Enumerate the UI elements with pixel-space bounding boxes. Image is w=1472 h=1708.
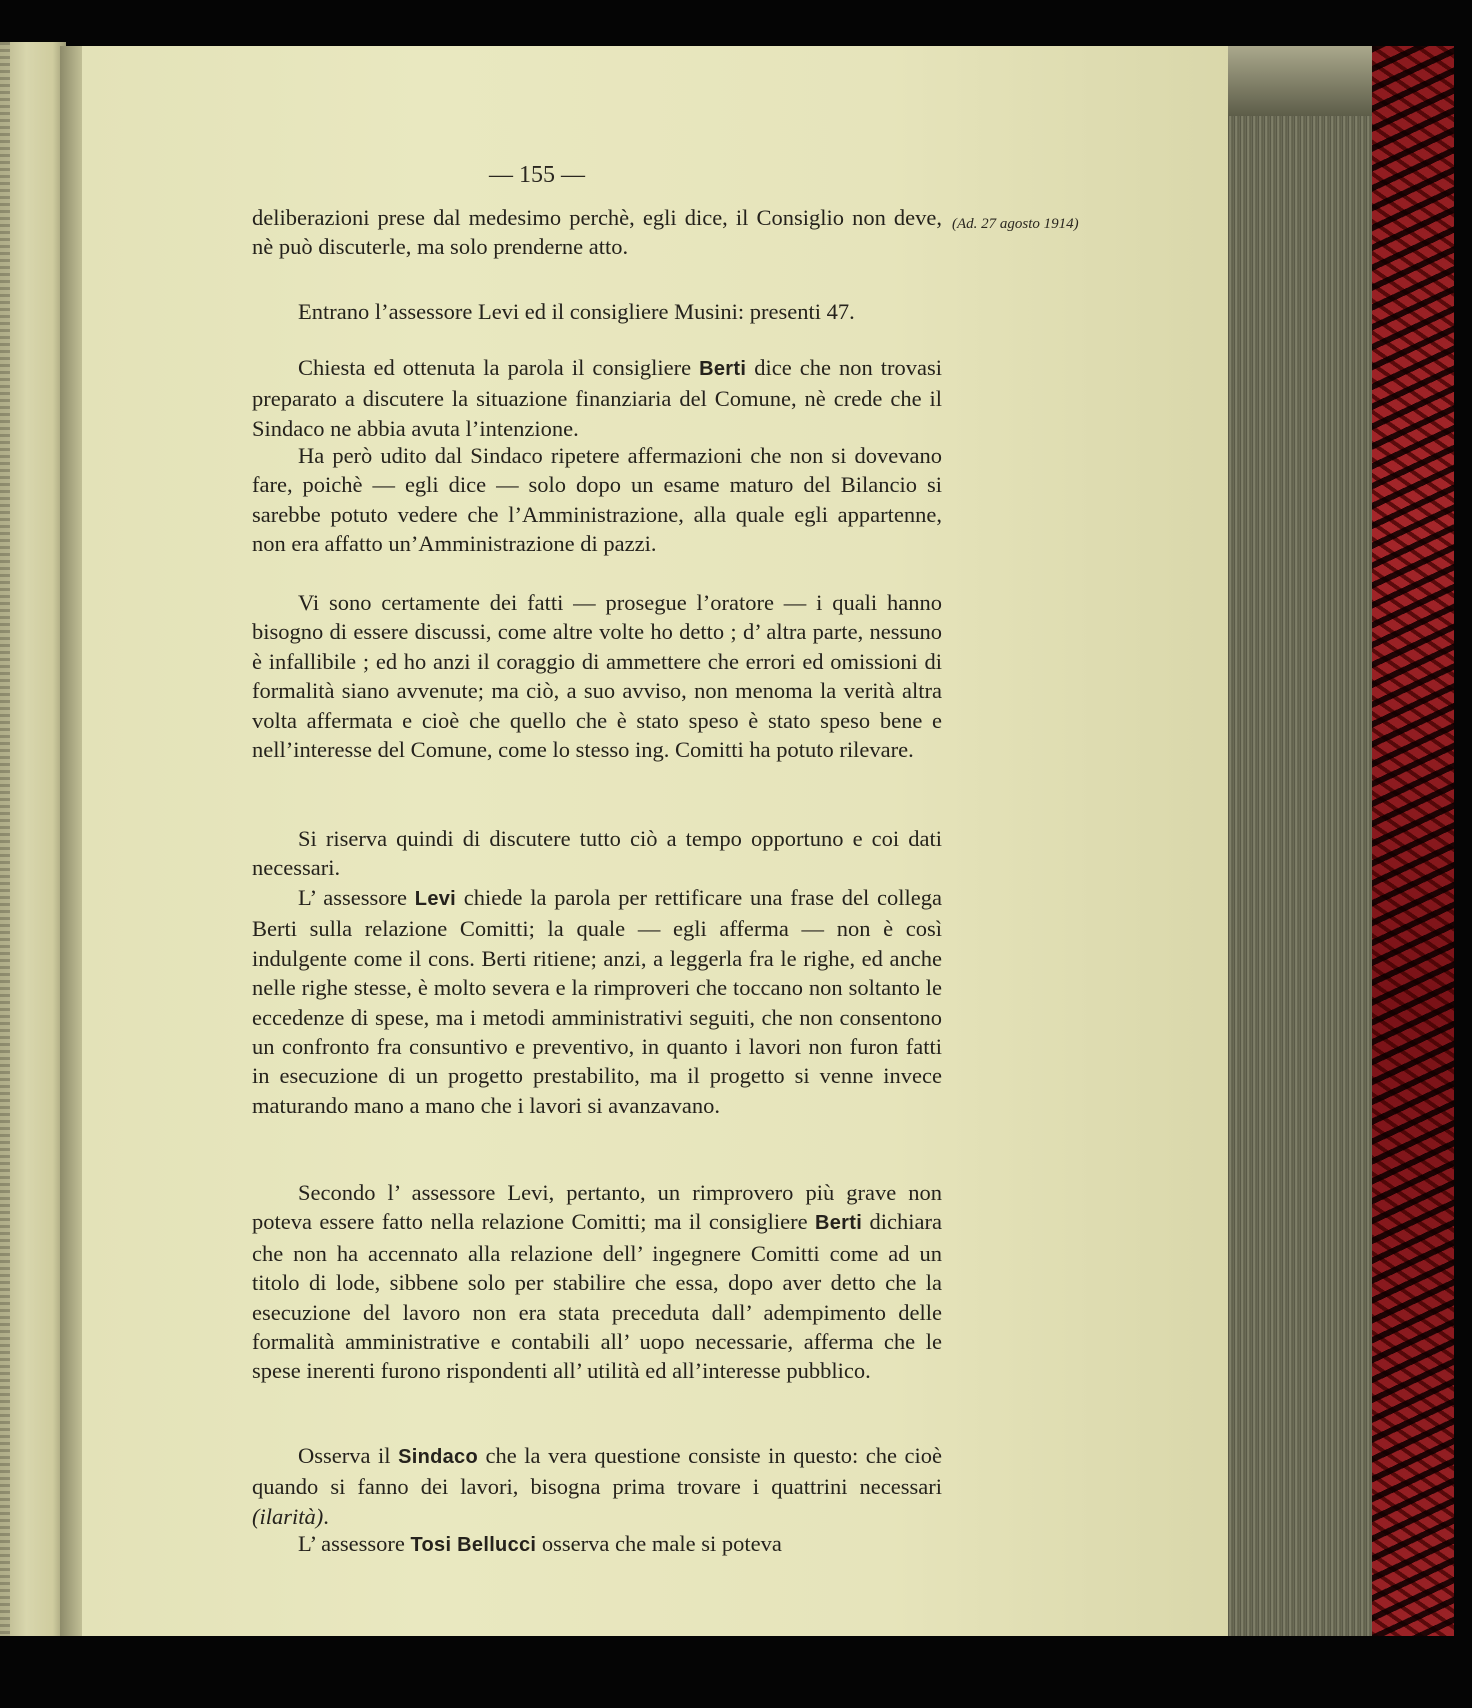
- paragraph-8: [252, 1178, 942, 1386]
- paragraph-9: [252, 1441, 942, 1531]
- paragraph-9-italic: (ilarità): [252, 1503, 324, 1529]
- paragraph-10-text-a: L’ assessore: [298, 1531, 411, 1556]
- paragraph-3-text-b: dice che non trovasi preparato a discutere la situazione finanziaria del Comune, nè crede che il Sindaco ne abbia avuta l’intenzione.: [252, 355, 943, 441]
- margin-date-note: (Ad. 27 agosto 1914): [952, 216, 1079, 232]
- page-number: — 155 —: [489, 162, 585, 188]
- paragraph-7-text-a: L’ assessore: [298, 885, 415, 910]
- paragraph-8-text-a: Secondo l’ assessore Levi, pertanto, un rimprovero più grave non poteva essere fatto nella relazione Comitti; ma il consigliere: [252, 1180, 942, 1235]
- speaker-name: Berti: [815, 1212, 863, 1235]
- paragraph-1: deliberazioni prese dal medesimo perchè, egli dice, il Consiglio non deve, nè può discuterle, ma solo prenderne atto.: [252, 205, 942, 260]
- paragraph-3-text-a: Chiesta ed ottenuta la parola il consigliere: [298, 355, 700, 380]
- paragraph-9-text-c: .: [323, 1503, 329, 1529]
- left-page-edge: [0, 42, 66, 1636]
- paragraph-3: [252, 353, 942, 443]
- speaker-name: Berti: [699, 358, 747, 380]
- paragraph-8-text-b: dichiara che non ha accennato alla relazione dell’ ingegnere Comitti come ad un titolo di lode, sibbene solo per stabilire che essa, dopo aver detto che la esecuzione del lavoro non era stata preceduta dall’ adempimento delle formalità amministrative e contabili all’ uopo necessarie, afferma che le spese inerenti furono rispondenti all’ utilità ed all’interesse pubblico.: [252, 1209, 942, 1384]
- speaker-name: Tosi Bellucci: [410, 1534, 537, 1556]
- paragraph-7-text-b: chiede la parola per rettificare una frase del collega Berti sulla relazione Comitti; la quale — egli afferma — non è così indulgente come il cons. Berti ritiene; anzi, a leggerla fra le righe, ed anche nelle righe stesse, è molto severa e la rimproveri che toccano non soltanto le eccedenze di spese, ma i metodi amministrativi seguiti, che non consentono un confronto fra consuntivo e preventivo, in quanto i lavori non furon fatti in esecuzione di un progetto prestabilito, ma il progetto si venne invece maturando mano a mano che i lavori si avanzavano.: [252, 885, 942, 1118]
- paragraph-9-text-b: che la vera questione consiste in questo: che cioè quando si fanno dei lavori, bisogna prima trovare i quattrini necessari: [252, 1443, 942, 1500]
- paragraph-9-text-a: Osserva il: [298, 1443, 399, 1468]
- paragraph-2: Entrano l’assessore Levi ed il consigliere Musini: presenti 47.: [298, 299, 855, 324]
- speaker-name: Sindaco: [398, 1446, 478, 1468]
- paragraph-10: [252, 1529, 942, 1560]
- page-stack-edge: [1228, 46, 1378, 1636]
- paragraph-4: Ha però udito dal Sindaco ripetere affermazioni che non si dovevano fare, poichè — egli dice — solo dopo un esame maturo del Bilancio si sarebbe potuto vedere che l’Amministrazione, alla quale egli appartenne, non era affatto un’Amministrazione di pazzi.: [252, 443, 942, 557]
- paragraph-7: [252, 883, 942, 1120]
- paragraph-5: Vi sono certamente dei fatti — prosegue l’oratore — i quali hanno bisogno di essere discussi, come altre volte ho detto ; d’ altra parte, nessuno è infallibile ; ed ho anzi il coraggio di ammettere che errori ed omissioni di formalità siano avvenute; ma ciò, a suo avviso, non menoma la verità altra volta affermata e cioè che quello che è stato speso è stato speso bene e nell’interesse del Comune, come lo stesso ing. Comitti ha potuto rilevare.: [252, 590, 942, 763]
- paragraph-6: Si riserva quindi di discutere tutto ciò a tempo opportuno e coi dati necessari.: [252, 826, 942, 881]
- marbled-cover: [1372, 46, 1454, 1636]
- paragraph-10-text-b: osserva che male si poteva: [536, 1531, 782, 1556]
- speaker-name: Levi: [414, 888, 457, 910]
